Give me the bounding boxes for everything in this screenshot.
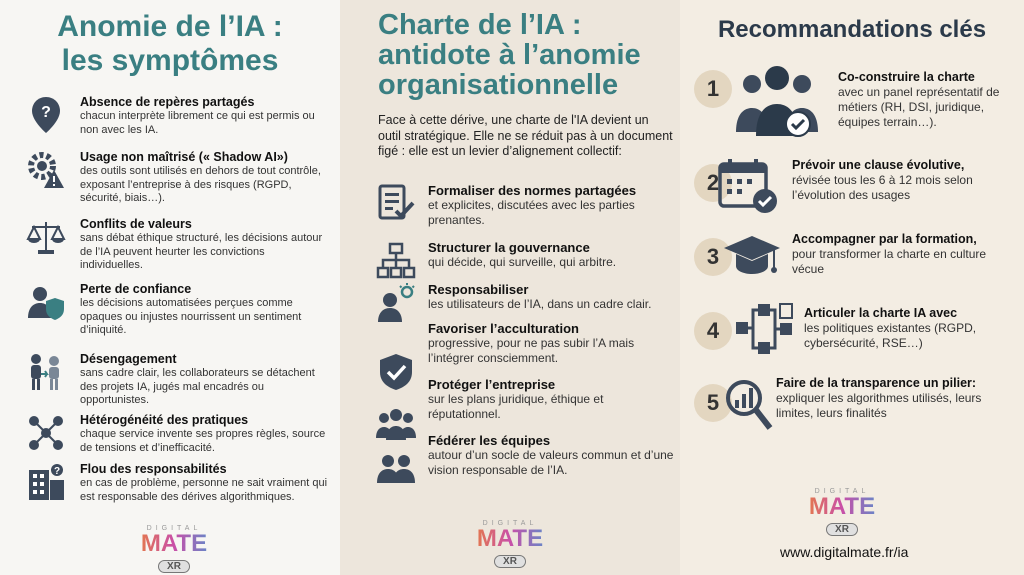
gear-warning-icon [26, 150, 66, 190]
user-shield-icon [26, 282, 66, 322]
shield-check-icon [376, 352, 416, 392]
recommendations-column: Recommandations clés 1 Co-construire la charte avec un panel représentatif de métiers (RH, DSI, juridique, équipes terrain…). 2 Prévoir une clause évolutive, révisée tous les 6 à 12 mois selon l’évolution des usages 3 Accompagner par la formation, pour transformer la charte en culture vécue 4 Articuler la charte IA avec les politiques existantes (RGPD, cybersécurité, RSE…) 5 Faire de la transparence un pilier: expliquer les algorithmes utilisés, leurs limites, leurs finalités DIGITAL MATE XR [680, 0, 1024, 575]
team-icon [376, 449, 416, 489]
digitalmate-logo: DIGITAL MATE XR [460, 520, 560, 569]
charter-column: Charte de l’IA : antidote à l’anomie organisationnelle Face à cette dérive, une charte de l'IA devient un outil stratégique. Elle ne se réduit pas à un document figé : elle est un levier d’alignement collectif: Formaliser des normes partagées et explicites, discutées avec les parties prenantes. Structurer la gouvernance qui décide, qui surveille, qui arbitre. Responsabiliser les utilisateurs de l’IA, dans un cadre clair. Favoriser l’acculturation progressive, pour ne pas subir l’A mais l’intégrer consciemment. Protéger l’entreprise sur les plans juridique, éthique et réputationnel. Fédérer les équipes autour d’un socle de valeurs commun et d’une vision responsable de l’IA. DIGITAL MATE XR [340, 0, 680, 575]
magnifier-chart-icon [724, 376, 774, 432]
flow-diagram-icon [734, 302, 794, 358]
recommendations-title: Recommandations clés [717, 16, 987, 43]
org-chart-icon [376, 240, 416, 280]
website-link[interactable]: www.digitalmate.fr/ia [780, 544, 909, 560]
question-pin-icon [26, 95, 66, 135]
graduation-cap-icon [722, 234, 782, 280]
team-icon [376, 404, 416, 444]
building-question-icon [26, 462, 66, 502]
balance-scale-icon [26, 217, 66, 257]
charter-intro: Face à cette dérive, une charte de l'IA devient un outil stratégique. Elle ne se réduit pas à un document figé : elle est un levier d’alignement collectif: [378, 113, 673, 158]
digitalmate-logo: DIGITAL MATE XR [124, 525, 224, 574]
svg-text:?: ? [41, 104, 51, 121]
checklist-icon [376, 183, 416, 223]
person-idea-icon [376, 282, 416, 322]
team-check-icon [734, 62, 820, 140]
symptoms-column: Anomie de l’IA : les symptômes ? Absence de repères partagés chacun interprète librement ce qui est permis ou non avec les IA. Usage non maîtrisé (« Shadow AI») des outils sont utilisés en dehors de tout contrôle, exposant l’entreprise à des risques (RGPD, sécurité, biais…). Conflits de valeurs sans débat éthique structuré, les décisions autour de l’IA peuvent heurter les convictions individuelles. Perte de confiance les décisions automatisées perçues comme opaques ou injustes nourrissent un sentiment d’iniquité. Désengagement sans cadre clair, les collaborateurs se détachent des projets IA, jugés mal encadrés ou opportunistes. Hétérogénéité des pratiques chaque service invente ses propres règles, source de tensions et d’inefficacité. ? Flou des responsabilités en cas de problème, personne ne sait vraiment qui est responsable des dérives algorithmiques. DIGITAL MATE XR [0, 0, 340, 575]
svg-text:?: ? [53, 466, 61, 477]
calendar-check-icon [716, 158, 780, 216]
people-leaving-icon [26, 352, 66, 392]
charter-title: Charte de l’IA : antidote à l’anomie organisationnelle [378, 9, 641, 101]
network-nodes-icon [26, 413, 66, 453]
digitalmate-logo: DIGITAL MATE XR [792, 488, 892, 537]
symptoms-title: Anomie de l’IA : les symptômes [57, 10, 283, 77]
